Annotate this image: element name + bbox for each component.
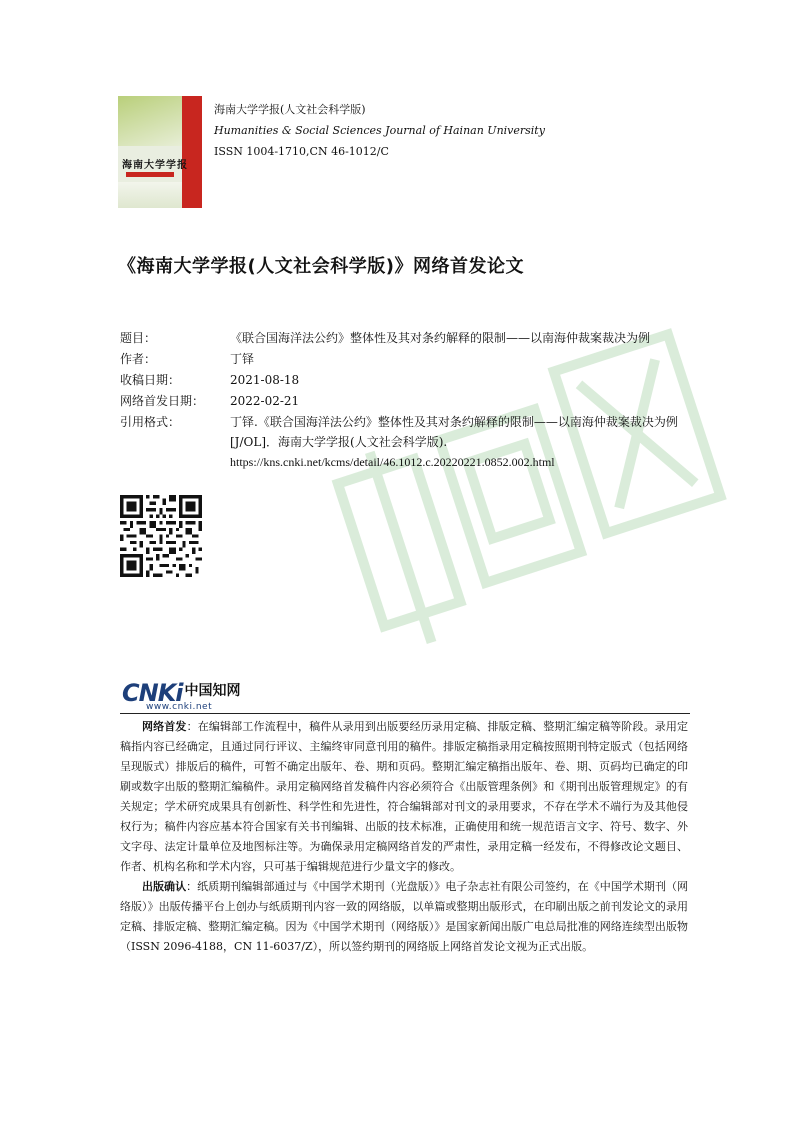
cover-red-band: [182, 96, 202, 208]
page-title: 《海南大学学报(人文社会科学版)》网络首发论文: [118, 256, 524, 277]
notice-label: 网络首发: [142, 720, 187, 733]
journal-name-cn: 海南大学学报(人文社会科学版): [214, 103, 366, 116]
received-date: 2021-08-18: [230, 373, 300, 387]
article-author: 丁铎: [230, 352, 255, 366]
meta-row-author: [120, 349, 690, 369]
notice-text: ：纸质期刊编辑部通过与《中国学术期刊（光盘版）》电子杂志社有限公司签约，在《中国学术期刊（网络版）》出版传播平台上创办与纸质期刊内容一致的网络版，以单篇或整期出版形式，在印刷出版之前刊发论文的录用定稿、排版定稿、整期汇编定稿。因为《中国学术期刊（网络版）》是国家新闻出版广电总局批准的网络连续型出版物（ISSN 2096-4188，CN 11-6037/Z），所以签约期刊的网络版上网络首发论文视为正式出版。: [120, 880, 688, 953]
notice-online-first: [120, 717, 688, 877]
cnki-logo-cn: 中国知网: [184, 683, 241, 699]
notice-publication-confirm: [120, 877, 688, 957]
notice-text: ：在编辑部工作流程中，稿件从录用到出版要经历录用定稿、排版定稿、整期汇编定稿等阶段。录用定稿指内容已经确定，且通过同行评议、主编终审同意刊用的稿件。排版定稿指录用定稿按照期刊特定版式（包括网络呈现版式）排版后的稿件，可暂不确定出版年、卷、期和页码。整期汇编定稿指出版年、卷、期、页码均已确定的印刷或数字出版的整期汇编稿件。录用定稿网络首发稿件内容必须符合《出版管理条例》和《期刊出版管理规定》的有关规定；学术研究成果具有创新性、科学性和先进性，符合编辑部对刊文的录用要求，不存在学术不端行为及其他侵权行为；稿件内容应基本符合国家有关书刊编辑、出版的技术标准，正确使用和统一规范语言文字、符号、数字、外文字母、法定计量单位及地图标注等。为确保录用定稿网络首发的严肃性，录用定稿一经发布，不得修改论文题目、作者、机构名称和学术内容，只可基于编辑规范进行少量文字的修改。: [120, 720, 689, 873]
citation-link[interactable]: https://kns.cnki.net/kcms/detail/46.1012.c.20220221.0852.002.html: [230, 455, 555, 469]
meta-label: 作者：: [120, 352, 157, 366]
meta-row-received: [120, 370, 690, 390]
cover-strip: [126, 172, 174, 177]
qr-code-image[interactable]: [120, 495, 202, 577]
journal-name-en: Humanities & Social Sciences Journal of Hainan University: [214, 124, 545, 137]
meta-label: 引用格式：: [120, 415, 181, 429]
meta-row-published: [120, 391, 690, 411]
cnki-website[interactable]: www.cnki.net: [146, 702, 213, 712]
cover-base: [118, 182, 182, 208]
citation-body: 丁铎.《联合国海洋法公约》整体性及其对条约解释的限制——以南海仲裁案裁决为例[J/OL]．海南大学学报(人文社会科学版).: [230, 415, 678, 449]
meta-row-citation: [120, 412, 690, 472]
meta-row-title: [120, 328, 690, 348]
citation-text: [230, 412, 690, 472]
meta-label: 网络首发日期：: [120, 394, 205, 408]
meta-label: 题目：: [120, 331, 157, 345]
cover-art: [118, 96, 182, 146]
notice-label: 出版确认: [142, 880, 187, 893]
cnki-logo-mark: CNKi: [122, 679, 183, 707]
divider: [120, 713, 690, 714]
cover-title: 海南大学学报: [122, 160, 188, 171]
article-title: 《联合国海洋法公约》整体性及其对条约解释的限制——以南海仲裁案裁决为例: [230, 331, 651, 345]
journal-issn: ISSN 1004-1710,CN 46-1012/C: [214, 145, 389, 158]
journal-cover-image: [118, 96, 202, 208]
article-metadata: [120, 328, 690, 473]
journal-info: [214, 99, 545, 162]
meta-label: 收稿日期：: [120, 373, 181, 387]
online-date: 2022-02-21: [230, 394, 300, 408]
publication-notice: [120, 717, 688, 957]
